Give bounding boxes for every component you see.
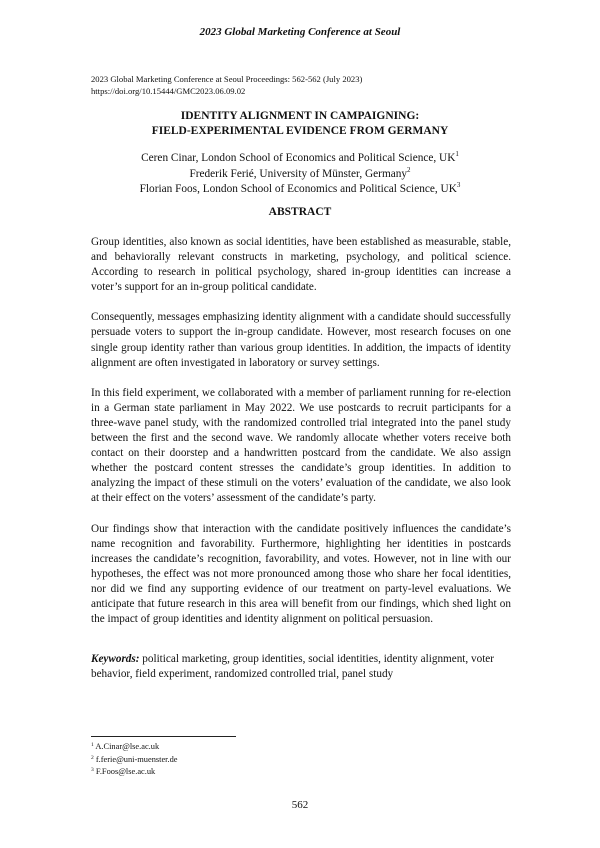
- author-list: [0, 151, 600, 198]
- author-1: [0, 151, 600, 167]
- keywords-label: Keywords:: [91, 653, 140, 665]
- doi-link[interactable]: https://doi.org/10.15444/GMC2023.06.09.02: [91, 86, 246, 96]
- author-2-footnote-mark: 2: [407, 165, 411, 174]
- footnote-1-email[interactable]: A.Cinar@lse.ac.uk: [93, 742, 160, 751]
- footnote-1: [91, 741, 178, 754]
- footnote-2-email[interactable]: f.ferie@uni-muenster.de: [93, 754, 178, 764]
- running-header: 2023 Global Marketing Conference at Seoul: [199, 26, 401, 38]
- abstract-heading: ABSTRACT: [268, 206, 332, 218]
- author-3-footnote-mark: 3: [456, 181, 461, 189]
- citation-meta: [91, 73, 362, 97]
- abstract-paragraph-2: Consequently, messages emphasizing identity alignment with a candidate should successfully persuade voters to support the in-group candidate. However, most research focuses on one single group identity rather than various group identities. In addition, the impacts of identity alignment are often investigated in laboratory or survey settings.: [91, 311, 511, 369]
- footnote-2-mark: 2: [91, 754, 94, 761]
- title-line-1: IDENTITY ALIGNMENT IN CAMPAIGNING:: [180, 110, 420, 122]
- author-2-text: Frederik Ferié, University of Münster, Germany: [189, 167, 408, 180]
- footnotes: [91, 741, 178, 779]
- author-1-footnote-mark: 1: [455, 150, 459, 158]
- author-3-text: Florian Foos, London School of Economics and Political Science, UK: [139, 183, 457, 195]
- abstract-paragraph-4: Our findings show that interaction with the candidate positively influences the candidate’s name recognition and favorability. Furthermore, highlighting her identities in postcards increases the candidate’s recognition, favorability, and votes. However, not in line with our hypotheses, the effect was not more pronounced among those who share her focal identities, nor did we find any supporting evidence of our treatment on party-level evaluations. We anticipate that future research in this area will benefit from our findings, which shed light on the impact of group identities and identity alignment on political persuasion.: [91, 522, 511, 626]
- abstract-body: [91, 235, 511, 642]
- abstract-paragraph-1: Group identities, also known as social identities, have been established as measurable, stable, and behaviorally relevant constructs in marketing, psychology, and political science. According to research in political psychology, shared in-group identities can increase a voter’s support for an in-group political candidate.: [91, 236, 511, 294]
- footnote-1-mark: 1: [91, 742, 94, 748]
- page-number: 562: [291, 799, 309, 811]
- proceedings-line: 2023 Global Marketing Conference at Seoul Proceedings: 562-562 (July 2023): [91, 74, 363, 84]
- paper-title: [0, 109, 600, 139]
- footnote-divider: [91, 736, 236, 737]
- footnote-3: [91, 766, 178, 779]
- author-2: [0, 167, 600, 183]
- keywords-text: political marketing, group identities, social identities, identity alignment, voter behavior, field experiment, randomized controlled trial, panel study: [91, 653, 494, 681]
- footnote-3-email[interactable]: F.Foos@lse.ac.uk: [93, 767, 156, 776]
- author-1-text: Ceren Cinar, London School of Economics and Political Science, UK: [141, 152, 456, 164]
- footnote-2: [91, 754, 178, 767]
- author-3: [0, 182, 600, 198]
- title-line-2: FIELD-EXPERIMENTAL EVIDENCE FROM GERMANY: [151, 125, 449, 137]
- footnote-3-mark: 3: [91, 767, 94, 773]
- abstract-paragraph-3: In this field experiment, we collaborated with a member of parliament running for re-election in a German state parliament in May 2022. We use postcards to recruit participants for a three-wave panel study, with the randomized controlled trial integrated into the panel study between the first and the second wave. We randomly allocate whether voters receive both contact on their doorstep and a handwritten postcard from the candidate. We also assign whether the postcard content stresses the candidate’s group identities. In addition to analyzing the impact of these stimuli on the voters’ evaluation of the candidate, we also look at their effect on the voters’ assessment of the candidate’s party.: [91, 386, 511, 505]
- keywords: [91, 652, 511, 682]
